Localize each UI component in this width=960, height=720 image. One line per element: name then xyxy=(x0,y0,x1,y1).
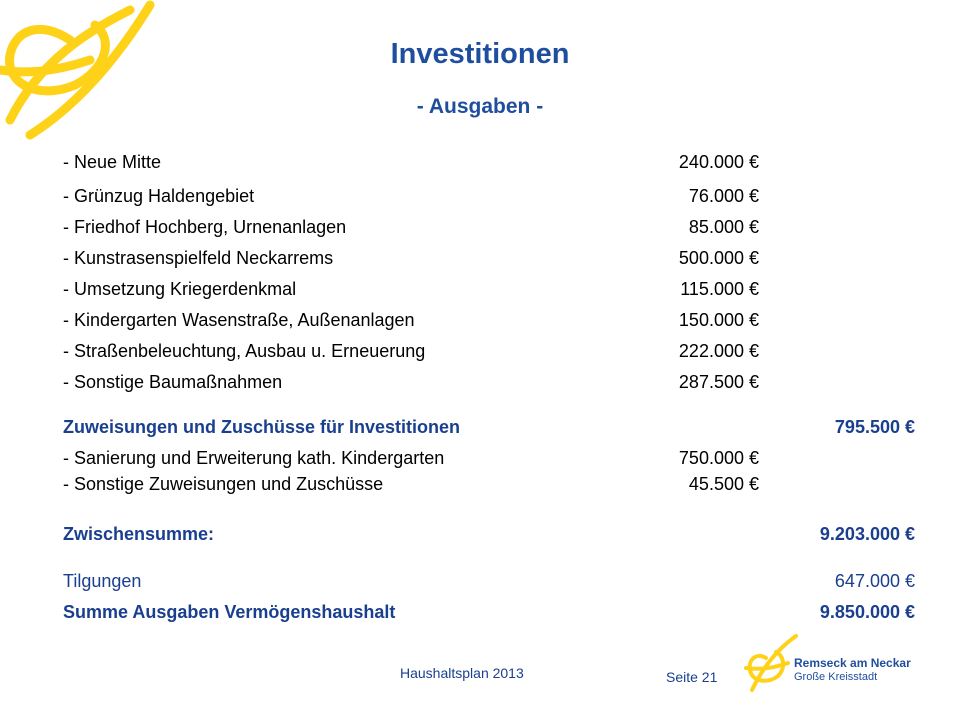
summe-amount: 9.850.000 € xyxy=(819,602,915,622)
item-amount: 85.000 € xyxy=(688,217,759,237)
item-label: - Grünzug Haldengebiet xyxy=(63,186,255,206)
page-title: Investitionen xyxy=(390,38,570,70)
item-label: - Sanierung und Erweiterung kath. Kindergarten xyxy=(63,448,445,468)
item-label: - Neue Mitte xyxy=(63,152,162,172)
footer-page-number: Seite 21 xyxy=(666,669,718,685)
zwischensumme-label: Zwischensumme: xyxy=(63,524,215,544)
summe-label: Summe Ausgaben Vermögenshaushalt xyxy=(63,602,396,622)
item-label: - Kunstrasenspielfeld Neckarrems xyxy=(63,248,334,268)
item-amount: 287.500 € xyxy=(678,372,759,392)
item-label: - Umsetzung Kriegerdenkmal xyxy=(63,279,297,299)
item-amount: 150.000 € xyxy=(678,310,759,330)
item-label: - Friedhof Hochberg, Urnenanlagen xyxy=(63,217,347,237)
item-amount: 222.000 € xyxy=(678,341,759,361)
item-amount: 240.000 € xyxy=(678,152,759,172)
page-subtitle: - Ausgaben - xyxy=(416,95,544,118)
item-amount: 115.000 € xyxy=(680,279,759,299)
item-label: - Kindergarten Wasenstraße, Außenanlagen xyxy=(63,310,415,330)
item-amount: 750.000 € xyxy=(678,448,759,468)
footer-plan: Haushaltsplan 2013 xyxy=(400,665,524,681)
brand-name: Remseck am Neckar xyxy=(794,656,911,670)
zuweisungen-total: 795.500 € xyxy=(834,417,915,437)
brand-logo xyxy=(744,630,944,700)
item-label: - Sonstige Zuweisungen und Zuschüsse xyxy=(63,474,384,494)
brand-subtitle: Große Kreisstadt xyxy=(794,671,878,683)
item-amount: 76.000 € xyxy=(688,186,759,206)
item-amount: 45.500 € xyxy=(688,474,759,494)
item-amount: 500.000 € xyxy=(678,248,759,268)
tilgungen-label: Tilgungen xyxy=(63,571,142,591)
item-label: - Sonstige Baumaßnahmen xyxy=(63,372,283,392)
tilgungen-amount: 647.000 € xyxy=(834,571,915,591)
zwischensumme-amount: 9.203.000 € xyxy=(819,524,915,544)
zuweisungen-label: Zuweisungen und Zuschüsse für Investitionen xyxy=(63,417,461,437)
item-label: - Straßenbeleuchtung, Ausbau u. Erneuerung xyxy=(63,341,426,361)
